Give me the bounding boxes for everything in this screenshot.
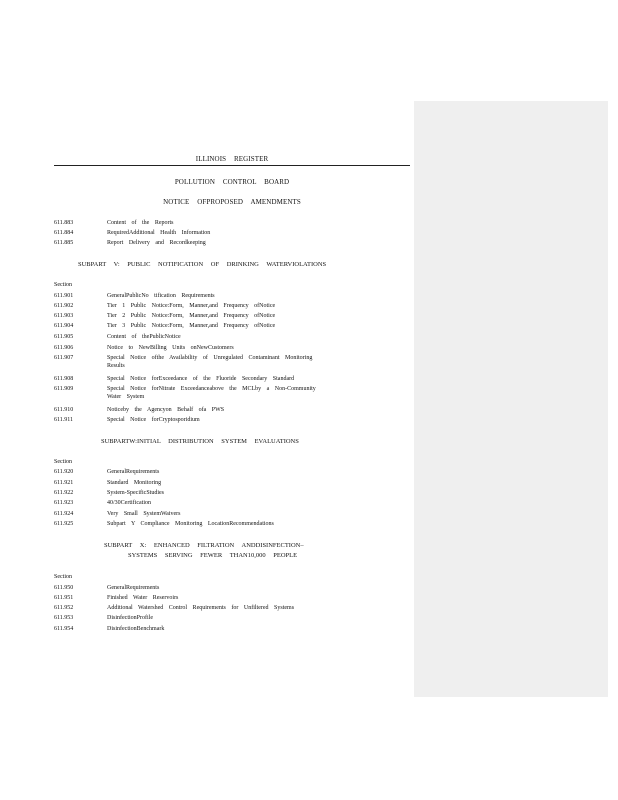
section-number: 611.953 [54,615,74,621]
section-title: Standard Monitoring [107,480,162,486]
section-number: 611.925 [54,521,74,527]
section-number: 611.911 [54,417,74,423]
section-number: 611.923 [54,500,74,506]
subpart-w-heading: SUBPARTW:INITIAL DISTRIBUTION SYSTEM EVALUATIONS [101,438,299,445]
subpart-v-heading: SUBPART V: PUBLIC NOTIFICATION OF DRINKING WATERVIOLATIONS [78,261,327,268]
section-title: Notice to NewBilling Units onNewCustomers [107,345,234,351]
section-title: Finished Water Reservoirs [107,595,179,601]
section-number: 611.885 [54,240,74,246]
section-title: RequiredAdditional Health Information [107,230,211,236]
section-number: 611.901 [54,293,74,299]
section-number: 611.909 [54,386,74,392]
section-title: Special Notice forNitrate Exceedanceabove the MCLby a Non-Community [107,386,316,392]
section-title: Special Notice forExceedance of the Fluoride Secondary Standard [107,376,295,382]
section-title: Special Notice ofthe Availability of Unregulated Contaminant Monitoring [107,355,313,361]
section-title: 40/30Certification [107,500,151,506]
section-title: DisinfectionProfile [107,615,153,621]
section-label: Section [54,459,72,465]
section-title: Tier 1 Public Notice:Form, Manner,and Frequency ofNotice [107,303,276,309]
section-number: 611.907 [54,355,74,361]
section-number: 611.954 [54,626,74,632]
section-number: 611.883 [54,220,74,226]
section-title: Special Notice forCryptosporidium [107,417,200,423]
section-number: 611.952 [54,605,74,611]
section-number: 611.905 [54,334,74,340]
section-number: 611.910 [54,407,74,413]
section-title: Content of the Reports [107,220,174,226]
section-number: 611.904 [54,323,74,329]
section-number: 611.884 [54,230,74,236]
section-title: Content of thePublicNotice [107,334,181,340]
register-title: ILLINOIS REGISTER [195,155,269,163]
section-number: 611.924 [54,511,74,517]
notice-title: NOTICE OFPROPOSED AMENDMENTS [163,198,301,206]
section-title: GeneralRequirements [107,585,160,591]
section-title: Tier 3 Public Notice:Form, Manner,and Frequency ofNotice [107,323,276,329]
section-number: 611.950 [54,585,74,591]
section-title: GeneralPublicNo tification Requirements [107,293,215,299]
section-number: 611.921 [54,480,74,486]
section-title: Additional Watershed Control Requirements for Unfiltered Systems [107,605,295,611]
section-title: Subpart Y Compliance Monitoring LocationRecommendations [107,521,274,527]
section-title-continuation: Water System [107,394,145,400]
section-title: System-SpecificStudies [107,490,164,496]
section-label: Section [54,574,72,580]
header-rule [54,165,410,166]
section-number: 611.902 [54,303,74,309]
section-number: 611.908 [54,376,74,382]
subpart-x-heading: SUBPART X: ENHANCED FILTRATION ANDDISINFECTION– [104,542,304,549]
section-title: GeneralRequirements [107,469,160,475]
subpart-x-heading-continuation: SYSTEMS SERVING FEWER THAN10,000 PEOPLE [128,552,298,559]
section-number: 611.951 [54,595,74,601]
comment-sidebar [414,101,608,697]
section-title: DisinfectionBenchmark [107,626,165,632]
section-title-continuation: Results [107,363,125,369]
section-number: 611.920 [54,469,74,475]
section-number: 611.922 [54,490,74,496]
section-title: Tier 2 Public Notice:Form, Manner,and Frequency ofNotice [107,313,276,319]
section-label: Section [54,282,72,288]
board-title: POLLUTION CONTROL BOARD [174,178,290,186]
section-title: Report Delivery and Recordkeeping [107,240,206,246]
section-number: 611.906 [54,345,74,351]
section-title: Noticeby the Agencyon Behalf ofa PWS [107,407,225,413]
section-number: 611.903 [54,313,74,319]
section-title: Very Small SystemWaivers [107,511,181,517]
